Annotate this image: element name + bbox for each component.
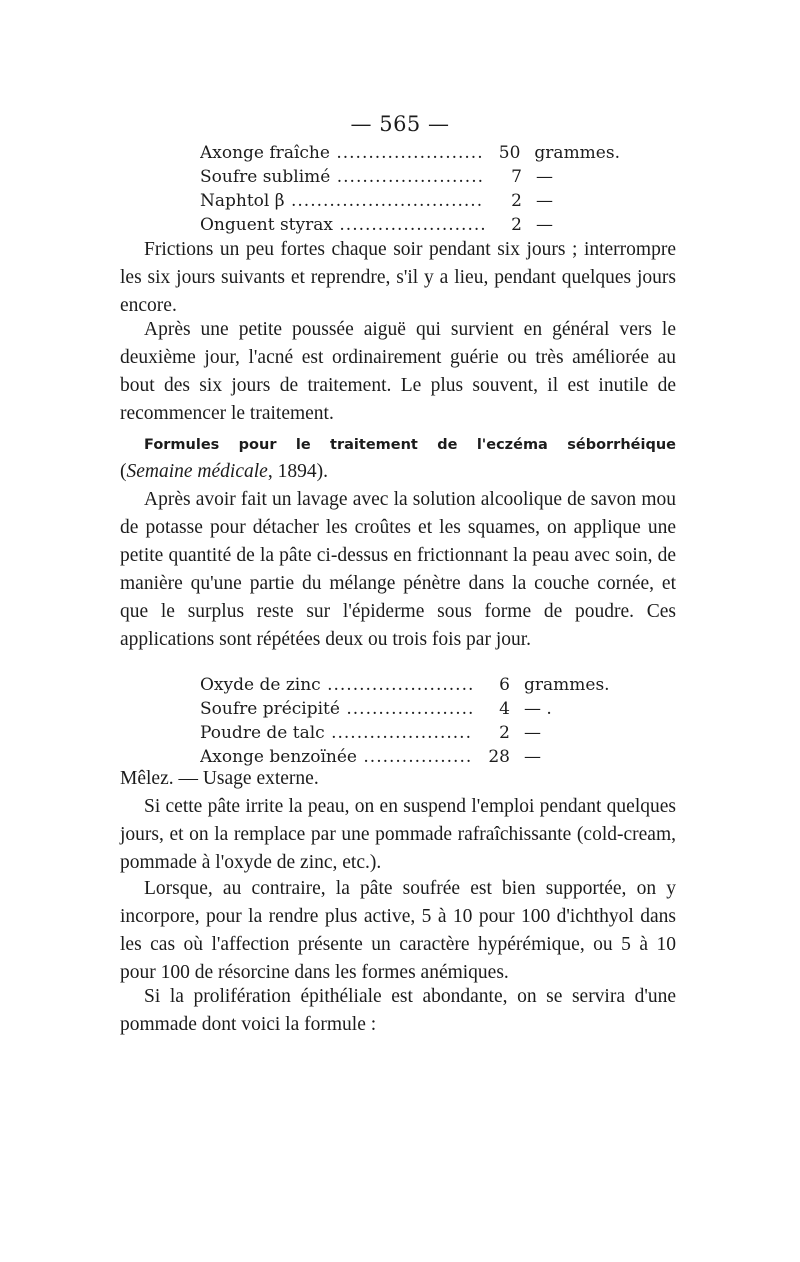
recipe-row: [200, 699, 620, 723]
ingredient-quantity: 4: [499, 699, 510, 719]
ingredient-quantity: 7: [511, 167, 522, 187]
ingredient-name: Naphtol β .....: [200, 191, 484, 211]
section-source: [120, 458, 328, 486]
ingredient-unit: —: [524, 723, 541, 743]
paragraph-acne-result: Après une petite poussée aiguë qui survient en général vers le deuxième jour, l'acné est ordinairement guérie ou très améliorée au bout des six jours de traitement. Le plus souvent, il est inutile de recommencer le traitement.: [120, 319, 676, 424]
recipe-eczema: [200, 675, 620, 771]
recipe-row: [200, 675, 620, 699]
ingredient-unit: grammes.: [534, 143, 620, 163]
recipe-row: [200, 167, 620, 191]
ingredient-quantity: 6: [499, 675, 510, 695]
paragraph-frictions: Frictions un peu fortes chaque soir pendant six jours ; interrompre les six jours suivants et reprendre, s'il y a lieu, pendant quelques jours encore.: [120, 239, 676, 316]
source-rest: , 1894).: [267, 461, 328, 482]
source-open: (: [120, 461, 127, 482]
ingredient-name: Soufre sublimé .....: [200, 167, 484, 187]
ingredient-unit: — .: [524, 699, 552, 719]
paragraph-irritation: Si cette pâte irrite la peau, on en suspend l'emploi pendant quelques jours, et on la remplace par une pommade rafraîchissante (cold-cream, pommade à l'oxyde de zinc, etc.).: [120, 796, 676, 873]
ingredient-unit: —: [536, 191, 553, 211]
ingredient-name: Oxyde de zinc .....: [200, 675, 472, 695]
ingredient-quantity: 2: [511, 215, 522, 235]
ingredient-name: Axonge benzoïnée .....: [200, 747, 472, 767]
ingredient-quantity: 50: [498, 143, 521, 163]
paragraph-tolerance: Lorsque, au contraire, la pâte soufrée est bien supportée, on y incorpore, pour la rendre plus active, 5 à 10 pour 100 d'ichthyol dans les cas où l'affection présente un caractère hypérémique, ou 5 à 10 pour 100 de résorcine dans les formes anémiques.: [120, 878, 676, 983]
section-heading: Formules pour le traitement de l'eczéma séborrhéique: [144, 437, 676, 453]
ingredient-name: Poudre de talc .....: [200, 723, 472, 743]
recipe-row: [200, 191, 620, 215]
ingredient-name: Axonge fraîche .....: [200, 143, 482, 163]
source-title: Semaine médicale: [126, 461, 268, 482]
recipe-acne: [200, 143, 620, 239]
ingredient-unit: grammes.: [524, 675, 610, 695]
ingredient-unit: —: [524, 747, 541, 767]
ingredient-unit: —: [536, 167, 553, 187]
ingredient-name: Onguent styrax .....: [200, 215, 484, 235]
recipe-row: [200, 143, 620, 167]
ingredient-quantity: 28: [488, 747, 510, 767]
ingredient-name: Soufre précipité .....: [200, 699, 472, 719]
paragraph-proliferation: Si la prolifération épithéliale est abondante, on se servira d'une pommade dont voici la formule :: [120, 986, 676, 1035]
paragraph-application: Après avoir fait un lavage avec la solution alcoolique de savon mou de potasse pour détacher les croûtes et les squames, on applique une petite quantité de la pâte ci-dessus en frictionnant la peau avec soin, de manière qu'une partie du mélange pénètre dans la couche cornée, et que le surplus reste sur l'épiderme sous forme de poudre. Ces applications sont répétées deux ou trois fois par jour.: [120, 489, 676, 650]
ingredient-quantity: 2: [511, 191, 522, 211]
ingredient-unit: —: [536, 215, 553, 235]
page-number: — 565 —: [350, 112, 450, 136]
paragraph-usage: Mêlez. — Usage externe.: [120, 768, 319, 789]
recipe-row: [200, 723, 620, 747]
ingredient-quantity: 2: [499, 723, 510, 743]
